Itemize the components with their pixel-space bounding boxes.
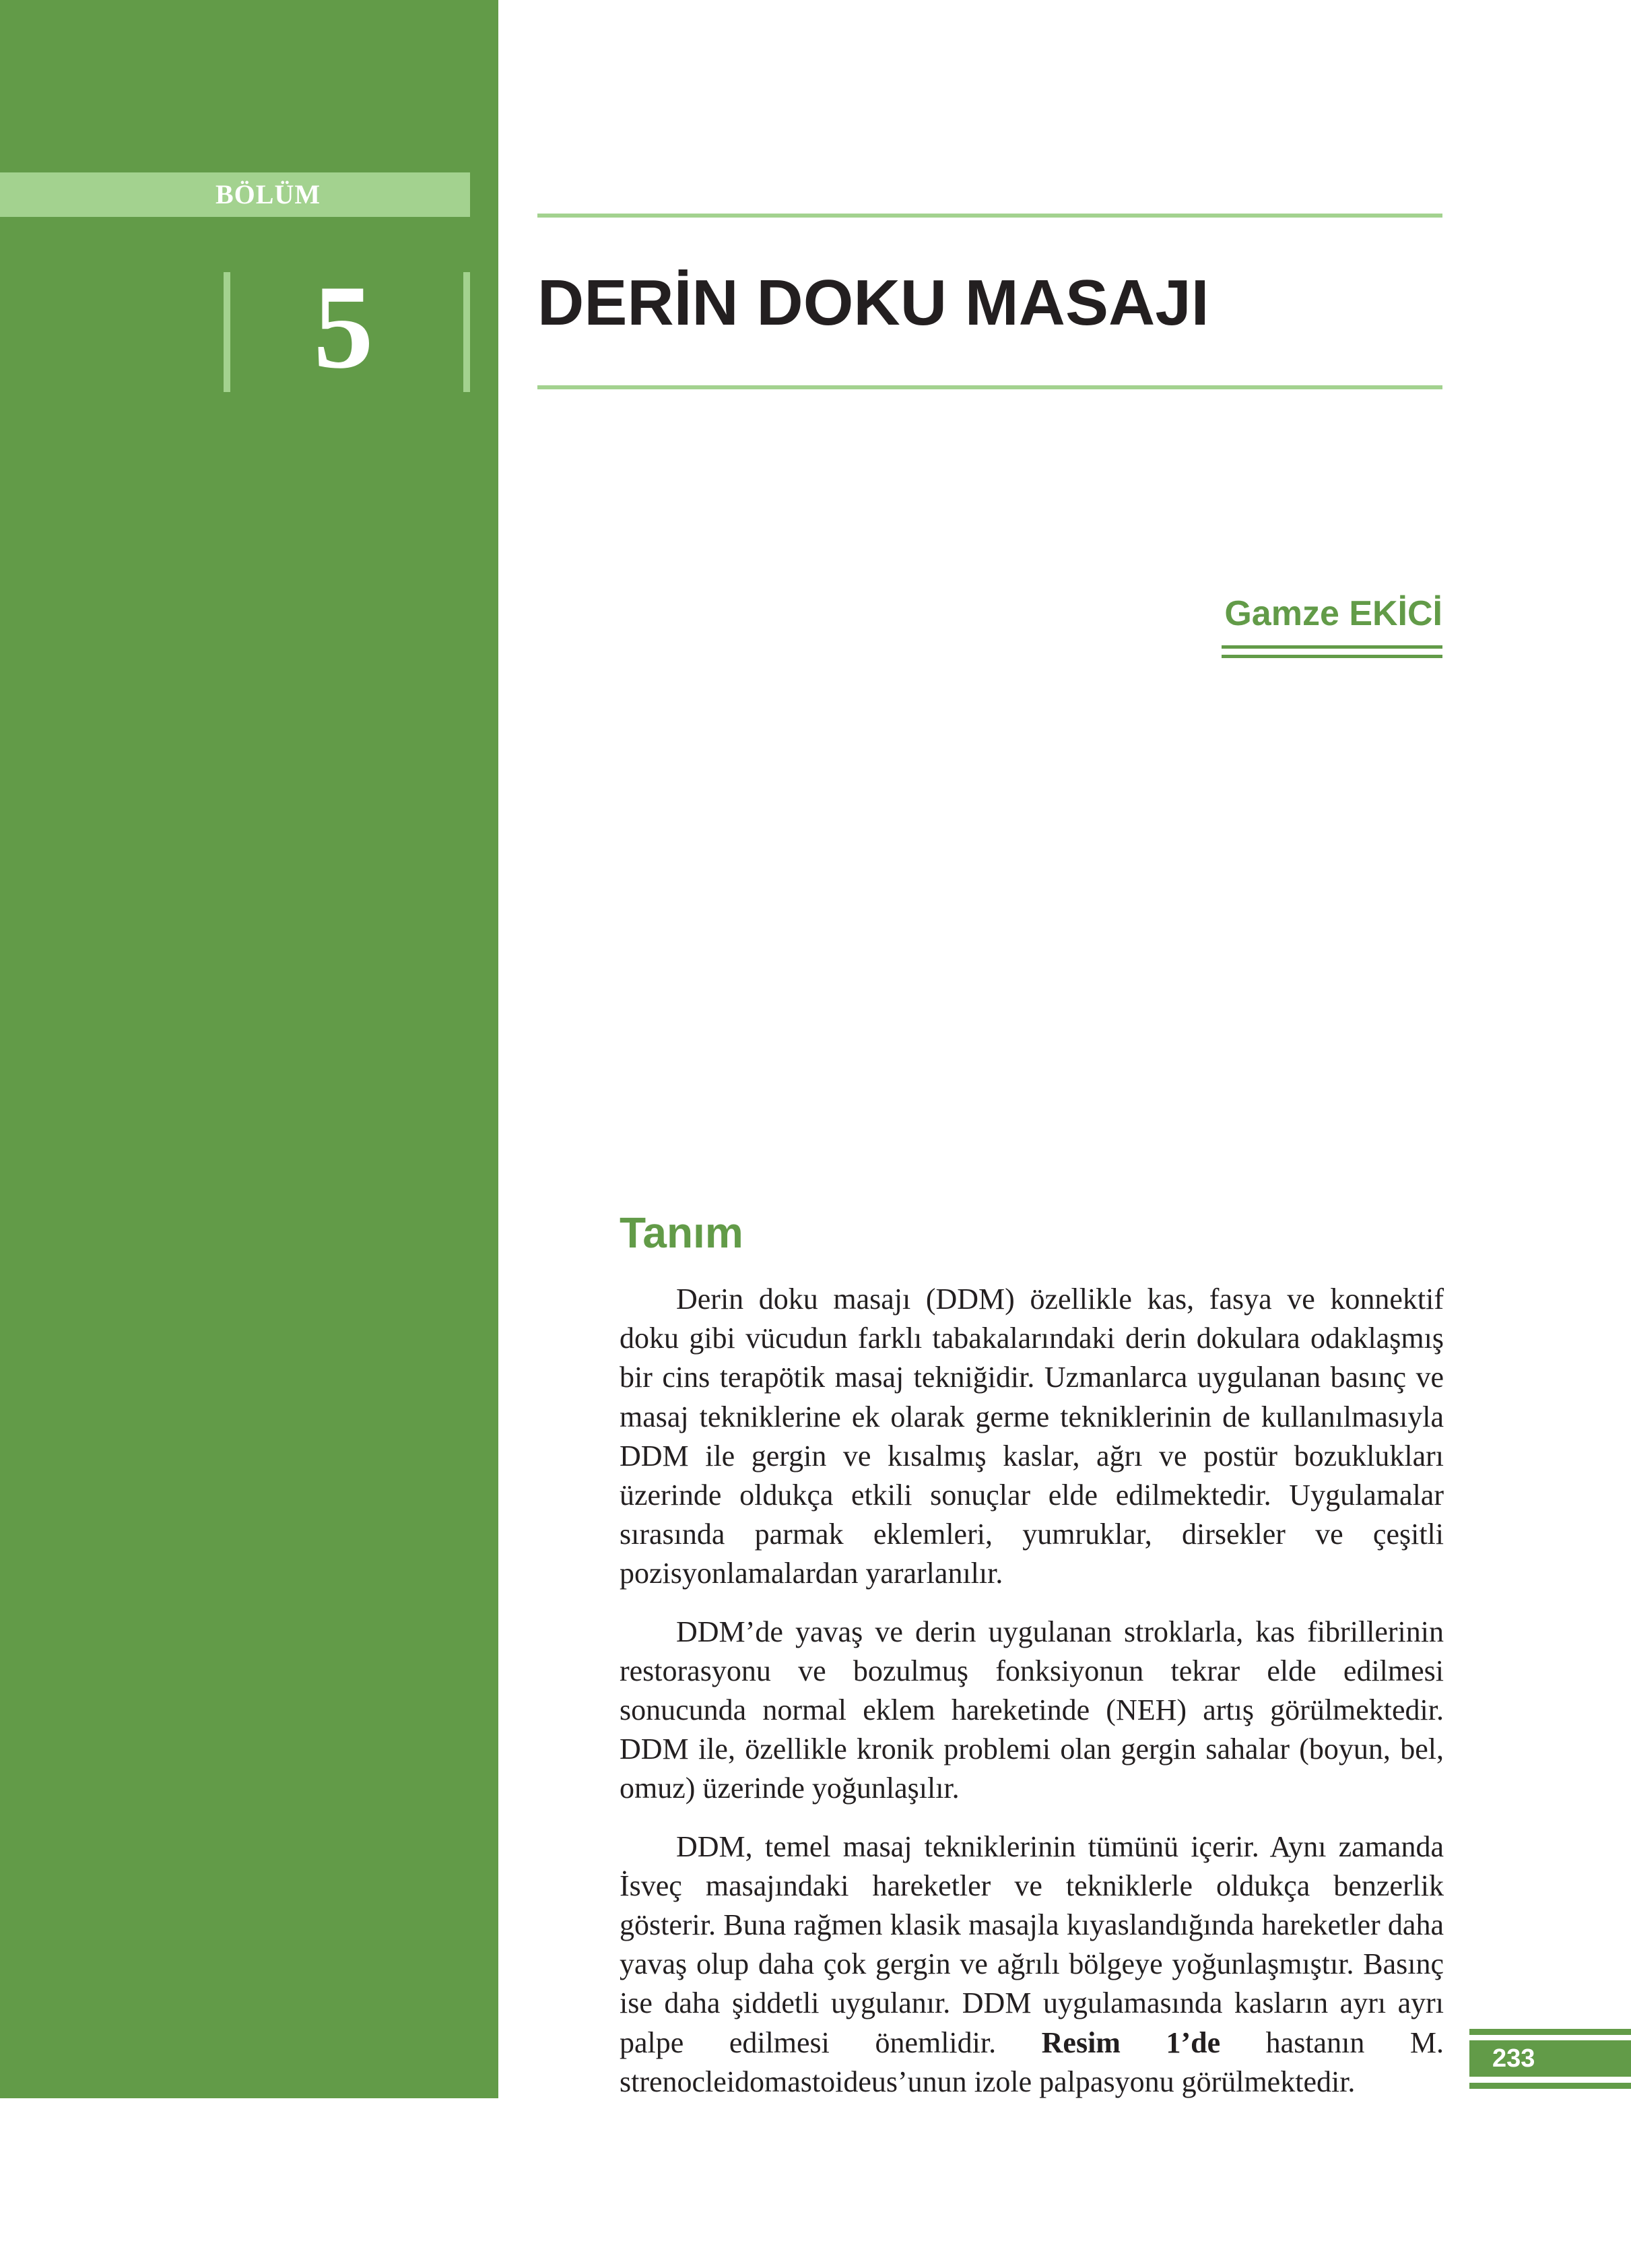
title-bottom-rule [537,385,1442,389]
paragraph [620,1280,1444,1594]
paragraph-text-continued: hastanın M. strenocleidomastoideus’unun izole palpasyonu görülmektedir. [620,2026,1444,2098]
chapter-title: DERİN DOKU MASAJI [537,267,1209,339]
section-heading: Tanım [620,1208,743,1257]
body-text [620,1280,1444,2120]
chapter-label: BÖLÜM [0,172,470,217]
author-underline-second [1222,655,1442,658]
page-number-bottom-rule [1469,2083,1631,2089]
title-top-rule [537,214,1442,218]
page-number-top-rule [1469,2029,1631,2035]
paragraph-text: DDM’de yavaş ve derin uygulanan stroklarla, kas fibrillerinin restorasyonu ve bozulmuş fonksiyonun tekrar elde edilmesi sonucunda normal eklem hareketinde (NEH) artış görülmektedir. DDM ile, özellikle kronik problemi olan gergin sahalar (boyun, bel, omuz) üzerinde yoğunlaşılır. [620,1615,1444,1805]
author-name: Gamze EKİCİ [1224,594,1442,633]
paragraph [620,1827,1444,2102]
paragraph [620,1613,1444,1809]
chapter-number: 5 [313,260,374,393]
figure-reference: Resim 1’de [1041,2026,1221,2059]
author-underline [1222,645,1442,649]
chapter-number-right-bar [463,272,470,392]
paragraph-text: DDM, temel masaj tekniklerinin tümünü içerir. Aynı zamanda İsveç masajındaki hareketler ve tekniklerle oldukça benzerlik gösterir. Buna rağmen klasik masajla kıyaslandığında hareketler daha yavaş olup daha çok gergin ve ağrılı bölgeye yoğunlaşmıştır. Basınç ise daha şiddetli uygulanır. DDM uygulamasında kasların ayrı ayrı palpe edilmesi önemlidir. [620,1829,1444,2059]
chapter-number-left-bar [224,272,230,392]
page-number: 233 [1469,2040,1631,2077]
paragraph-text: Derin doku masajı (DDM) özellikle kas, fasya ve konnektif doku gibi vücudun farklı tabakalarındaki derin dokulara odaklaşmış bir cins terapötik masaj tekniğidir. Uzmanlarca uygulanan basınç ve masaj tekniklerine ek olarak germe tekniklerinin de kullanılmasıyla DDM ile gergin ve kısalmış kaslar, ağrı ve postür bozuklukları üzerinde oldukça etkili sonuçlar elde edilmektedir. Uygulamalar sırasında parmak eklemleri, yumruklar, dirsekler ve çeşitli pozisyonlamalardan yararlanılır. [620,1283,1444,1590]
